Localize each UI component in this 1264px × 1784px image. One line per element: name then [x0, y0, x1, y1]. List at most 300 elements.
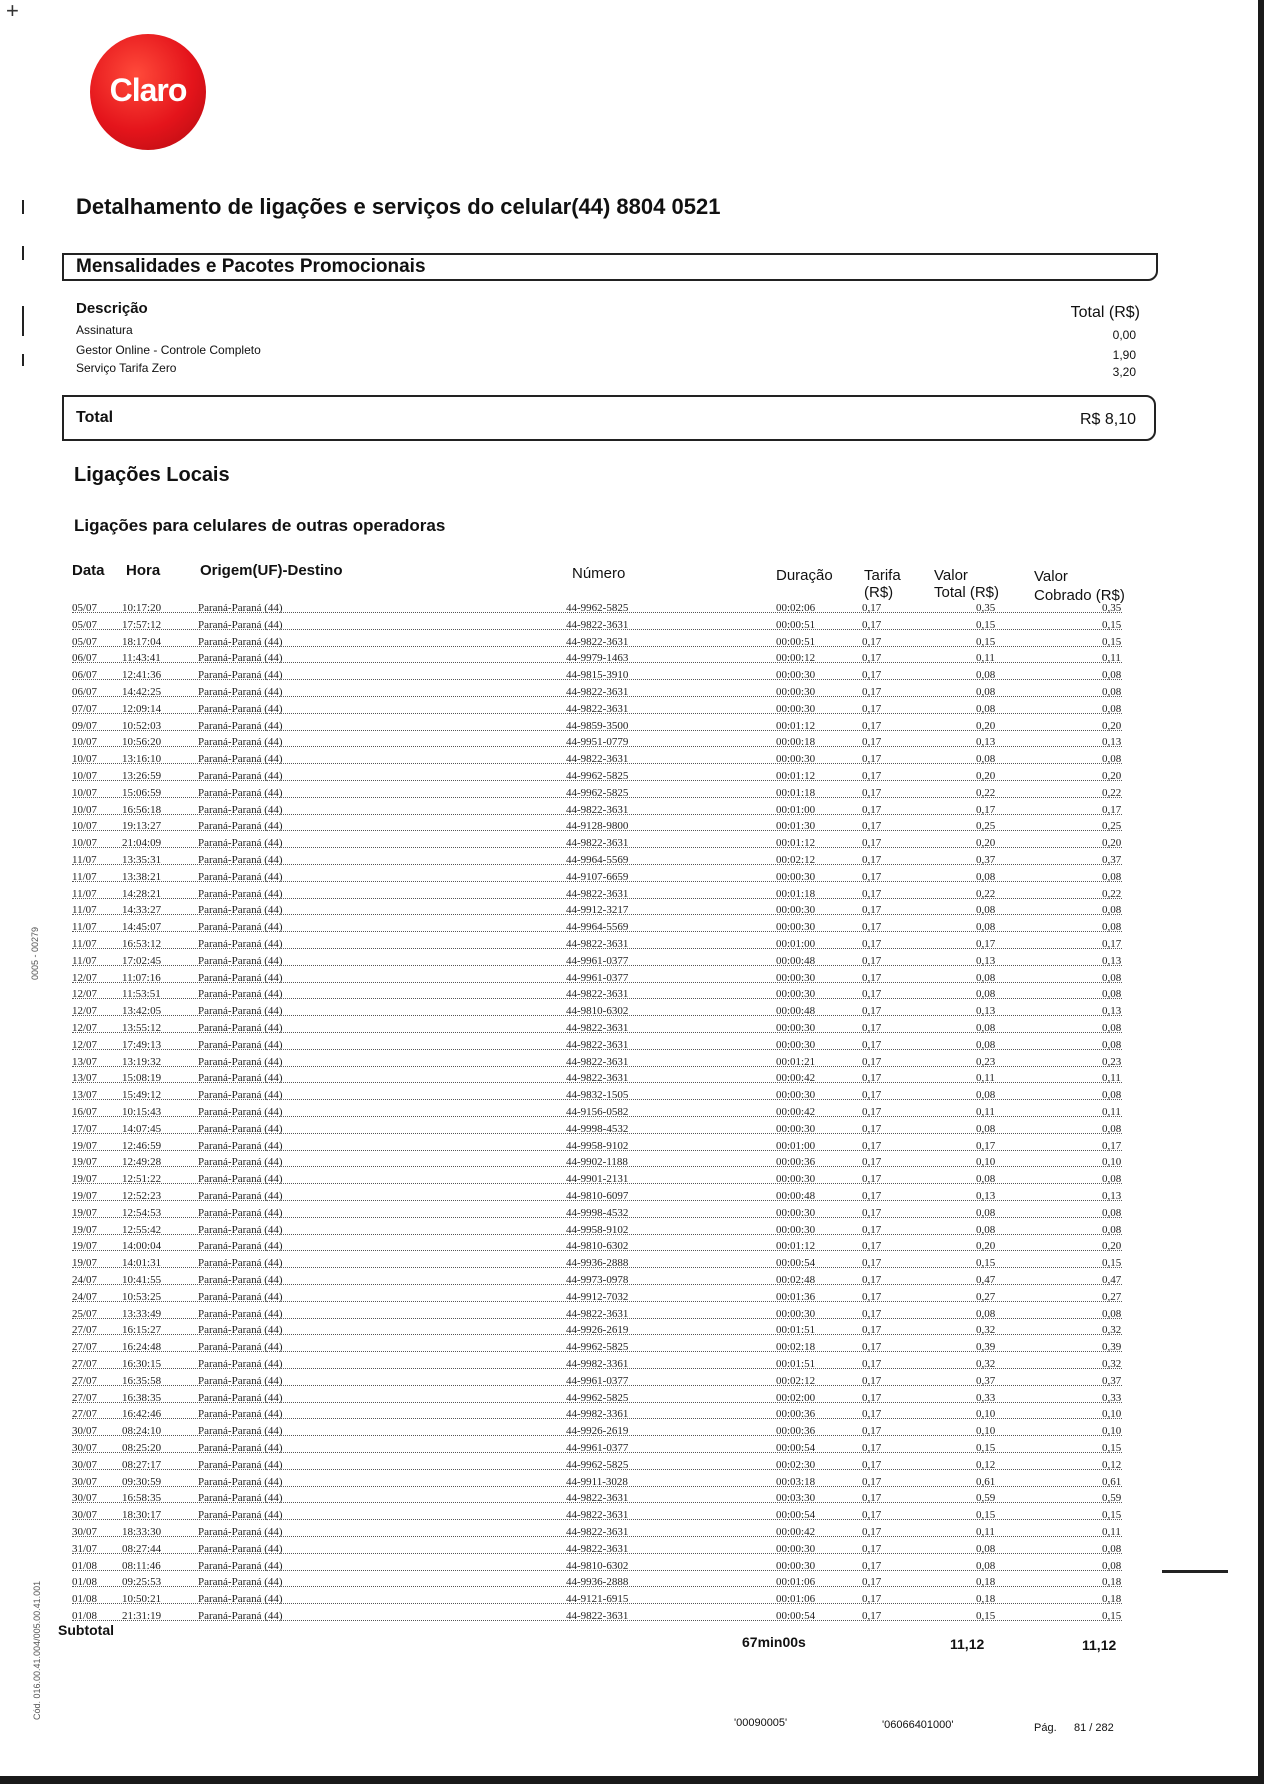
call-tariff: 0,17 [862, 1475, 882, 1488]
call-number: 44-9156-0582 [566, 1106, 629, 1118]
call-origin: Paraná-Paraná (44) [198, 1257, 283, 1270]
call-valor-total: 0,08 [976, 988, 996, 1001]
call-duration: 00:00:48 [776, 954, 816, 967]
call-number: 44-9973-0978 [566, 1274, 629, 1286]
call-valor-cobrado: 0,17 [1102, 1139, 1122, 1152]
call-origin: Paraná-Paraná (44) [198, 1324, 283, 1337]
call-number: 44-9822-3631 [566, 753, 629, 766]
call-time: 13:26:59 [122, 770, 162, 782]
table-row [0, 886, 1264, 903]
call-valor-total: 0,59 [976, 1492, 996, 1505]
call-time: 21:31:19 [122, 1610, 162, 1622]
call-duration: 00:00:30 [776, 1559, 816, 1572]
call-tariff: 0,17 [862, 618, 882, 631]
call-origin: Paraná-Paraná (44) [198, 652, 283, 665]
call-date: 11/07 [72, 921, 97, 934]
call-tariff: 0,17 [862, 635, 882, 648]
call-date: 30/07 [72, 1475, 98, 1488]
table-row [0, 650, 1264, 667]
call-valor-total: 0,32 [976, 1358, 996, 1370]
subtotal-duration: 67min00s [742, 1634, 806, 1650]
call-time: 13:19:32 [122, 1055, 162, 1068]
mensalidade-item-desc: Assinatura [76, 323, 133, 337]
call-valor-cobrado: 0,08 [1102, 1122, 1122, 1135]
call-origin: Paraná-Paraná (44) [198, 1122, 283, 1135]
call-duration: 00:00:30 [776, 921, 816, 934]
table-row [0, 1406, 1264, 1423]
call-duration: 00:01:00 [776, 938, 816, 950]
call-time: 12:54:53 [122, 1206, 162, 1219]
call-valor-cobrado: 0,08 [1102, 1307, 1122, 1320]
call-valor-cobrado: 0,22 [1102, 887, 1122, 900]
call-origin: Paraná-Paraná (44) [198, 938, 283, 950]
call-tariff: 0,17 [862, 1526, 882, 1538]
call-valor-cobrado: 0,08 [1102, 971, 1122, 984]
call-tariff: 0,17 [862, 1089, 882, 1102]
call-tariff: 0,17 [862, 1139, 882, 1152]
table-row [0, 1574, 1264, 1591]
table-row [0, 1373, 1264, 1390]
call-date: 30/07 [72, 1425, 98, 1438]
call-valor-cobrado: 0,37 [1102, 1374, 1122, 1387]
call-valor-total: 0,08 [976, 870, 996, 883]
call-number: 44-9822-3631 [566, 887, 629, 900]
table-row [0, 835, 1264, 852]
call-valor-total: 0,11 [976, 1072, 995, 1085]
call-time: 13:35:31 [122, 854, 162, 866]
call-number: 44-9962-5825 [566, 1458, 629, 1471]
call-date: 27/07 [72, 1391, 98, 1404]
call-time: 08:27:17 [122, 1458, 162, 1471]
call-time: 14:45:07 [122, 921, 162, 934]
call-tariff: 0,17 [862, 786, 882, 799]
call-date: 06/07 [72, 669, 98, 682]
call-time: 17:49:13 [122, 1038, 162, 1051]
call-date: 01/08 [72, 1593, 98, 1606]
call-valor-total: 0,08 [976, 1122, 996, 1135]
call-number: 44-9902-1188 [566, 1156, 628, 1169]
call-valor-cobrado: 0,08 [1102, 1089, 1122, 1102]
call-tariff: 0,17 [862, 1223, 882, 1236]
call-number: 44-9958-9102 [566, 1223, 629, 1236]
call-valor-cobrado: 0,18 [1102, 1593, 1122, 1606]
call-number: 44-9998-4532 [566, 1206, 629, 1219]
table-row [0, 1356, 1264, 1373]
table-row [0, 1037, 1264, 1054]
call-duration: 00:00:30 [776, 1038, 816, 1051]
call-date: 17/07 [72, 1122, 98, 1135]
call-valor-cobrado: 0,11 [1102, 1526, 1121, 1538]
call-date: 10/07 [72, 837, 98, 850]
call-date: 01/08 [72, 1576, 98, 1589]
call-origin: Paraná-Paraná (44) [198, 870, 283, 883]
call-time: 10:53:25 [122, 1290, 162, 1303]
table-row [0, 1222, 1264, 1239]
call-date: 10/07 [72, 820, 98, 833]
call-time: 18:17:04 [122, 635, 162, 648]
call-date: 24/07 [72, 1290, 98, 1303]
call-origin: Paraná-Paraná (44) [198, 1173, 283, 1186]
call-date: 10/07 [72, 786, 98, 799]
call-time: 13:33:49 [122, 1307, 162, 1320]
call-duration: 00:00:42 [776, 1106, 816, 1118]
call-number: 44-9832-1505 [566, 1089, 629, 1102]
call-date: 06/07 [72, 652, 98, 665]
call-date: 10/07 [72, 736, 98, 749]
col-header-hora: Hora [126, 562, 161, 579]
call-time: 15:08:19 [122, 1072, 162, 1085]
call-duration: 00:00:54 [776, 1442, 816, 1454]
call-valor-cobrado: 0,08 [1102, 686, 1122, 698]
call-origin: Paraná-Paraná (44) [198, 753, 283, 766]
call-valor-total: 0,08 [976, 1559, 996, 1572]
call-date: 30/07 [72, 1526, 98, 1538]
table-row [0, 1524, 1264, 1541]
call-date: 11/07 [72, 954, 97, 967]
table-row [0, 1457, 1264, 1474]
call-tariff: 0,17 [862, 1156, 882, 1169]
call-number: 44-9982-3361 [566, 1358, 629, 1370]
call-tariff: 0,17 [862, 669, 882, 682]
call-duration: 00:02:06 [776, 602, 816, 614]
call-valor-total: 0,17 [976, 803, 996, 816]
call-duration: 00:03:18 [776, 1475, 816, 1488]
call-date: 11/07 [72, 938, 97, 950]
table-row [0, 1558, 1264, 1575]
call-date: 12/07 [72, 1038, 98, 1051]
call-date: 30/07 [72, 1442, 98, 1454]
call-duration: 00:01:12 [776, 837, 816, 850]
call-origin: Paraná-Paraná (44) [198, 904, 283, 917]
call-valor-total: 0,15 [976, 1509, 996, 1522]
call-time: 16:15:27 [122, 1324, 162, 1337]
call-valor-total: 0,08 [976, 1022, 996, 1034]
table-row [0, 936, 1264, 953]
call-tariff: 0,17 [862, 1022, 882, 1034]
call-time: 16:58:35 [122, 1492, 162, 1505]
call-number: 44-9962-5825 [566, 770, 629, 782]
total-label: Total [76, 409, 114, 426]
crop-mark: + [6, 0, 19, 23]
call-valor-cobrado: 0,18 [1102, 1576, 1122, 1589]
call-origin: Paraná-Paraná (44) [198, 1223, 283, 1236]
col-header-duracao: Duração [776, 567, 833, 584]
call-valor-cobrado: 0,61 [1102, 1475, 1122, 1488]
call-time: 14:01:31 [122, 1257, 162, 1270]
call-tariff: 0,17 [862, 1106, 882, 1118]
call-origin: Paraná-Paraná (44) [198, 1055, 283, 1068]
table-row [0, 1171, 1264, 1188]
call-number: 44-9936-2888 [566, 1576, 629, 1589]
call-duration: 00:01:06 [776, 1593, 816, 1606]
call-origin: Paraná-Paraná (44) [198, 1106, 283, 1118]
call-tariff: 0,17 [862, 1122, 882, 1135]
call-number: 44-9961-0377 [566, 971, 629, 984]
call-tariff: 0,17 [862, 837, 882, 850]
call-duration: 00:01:36 [776, 1290, 816, 1303]
call-valor-total: 0,08 [976, 1206, 996, 1219]
call-duration: 00:01:51 [776, 1324, 816, 1337]
call-origin: Paraná-Paraná (44) [198, 1156, 283, 1169]
call-valor-cobrado: 0,08 [1102, 753, 1122, 766]
call-date: 12/07 [72, 1022, 98, 1034]
call-tariff: 0,17 [862, 1408, 882, 1421]
call-valor-cobrado: 0,47 [1102, 1274, 1122, 1286]
call-number: 44-9936-2888 [566, 1257, 629, 1270]
call-valor-cobrado: 0,32 [1102, 1358, 1122, 1370]
call-origin: Paraná-Paraná (44) [198, 1391, 283, 1404]
call-number: 44-9822-3631 [566, 1542, 629, 1555]
call-valor-cobrado: 0,27 [1102, 1290, 1122, 1303]
call-origin: Paraná-Paraná (44) [198, 1022, 283, 1034]
subsection-title: Ligações para celulares de outras operadoras [74, 516, 446, 535]
call-tariff: 0,17 [862, 1358, 882, 1370]
call-duration: 00:00:54 [776, 1610, 816, 1622]
call-date: 12/07 [72, 988, 98, 1001]
call-tariff: 0,17 [862, 719, 882, 732]
footer-code-1: '00090005' [734, 1717, 788, 1729]
table-row [0, 1390, 1264, 1407]
call-duration: 00:00:30 [776, 1307, 816, 1320]
call-origin: Paraná-Paraná (44) [198, 1526, 283, 1538]
call-tariff: 0,17 [862, 1610, 882, 1622]
call-valor-cobrado: 0,25 [1102, 820, 1122, 833]
call-origin: Paraná-Paraná (44) [198, 1559, 283, 1572]
call-time: 08:11:46 [122, 1559, 161, 1572]
call-time: 16:38:35 [122, 1391, 162, 1404]
call-duration: 00:01:06 [776, 1576, 816, 1589]
call-duration: 00:00:12 [776, 652, 816, 665]
call-date: 31/07 [72, 1542, 98, 1555]
call-valor-total: 0,15 [976, 1257, 996, 1270]
call-number: 44-9979-1463 [566, 652, 629, 665]
table-row [0, 852, 1264, 869]
call-date: 05/07 [72, 602, 98, 614]
call-valor-total: 0,08 [976, 702, 996, 715]
call-origin: Paraná-Paraná (44) [198, 1610, 283, 1622]
call-valor-total: 0,20 [976, 1240, 996, 1253]
call-number: 44-9961-0377 [566, 1442, 629, 1454]
call-duration: 00:02:18 [776, 1341, 816, 1354]
call-time: 12:55:42 [122, 1223, 162, 1236]
call-time: 12:46:59 [122, 1139, 162, 1152]
call-number: 44-9128-9800 [566, 820, 629, 833]
call-valor-cobrado: 0,20 [1102, 770, 1122, 782]
call-valor-total: 0,15 [976, 1442, 996, 1454]
table-row [0, 1138, 1264, 1155]
call-origin: Paraná-Paraná (44) [198, 971, 283, 984]
call-time: 13:16:10 [122, 753, 162, 766]
call-number: 44-9951-0779 [566, 736, 629, 749]
table-row [0, 1490, 1264, 1507]
table-row [0, 734, 1264, 751]
call-duration: 00:00:36 [776, 1156, 816, 1169]
call-duration: 00:02:00 [776, 1391, 816, 1404]
call-tariff: 0,17 [862, 1593, 882, 1606]
table-row [0, 970, 1264, 987]
call-tariff: 0,17 [862, 820, 882, 833]
call-tariff: 0,17 [862, 1559, 882, 1572]
call-valor-cobrado: 0,10 [1102, 1156, 1122, 1169]
mensalidade-item-value: 0,00 [1112, 328, 1136, 342]
call-origin: Paraná-Paraná (44) [198, 1442, 283, 1454]
call-duration: 00:01:12 [776, 1240, 816, 1253]
table-row [0, 1591, 1264, 1608]
call-time: 12:09:14 [122, 702, 162, 715]
call-valor-total: 0,08 [976, 921, 996, 934]
call-number: 44-9822-3631 [566, 1055, 629, 1068]
call-valor-cobrado: 0,08 [1102, 1206, 1122, 1219]
call-origin: Paraná-Paraná (44) [198, 887, 283, 900]
call-number: 44-9926-2619 [566, 1324, 629, 1337]
call-time: 10:52:03 [122, 719, 162, 732]
call-valor-total: 0,25 [976, 820, 996, 833]
call-number: 44-9810-6097 [566, 1190, 629, 1202]
call-origin: Paraná-Paraná (44) [198, 1458, 283, 1471]
call-date: 30/07 [72, 1492, 98, 1505]
table-row [0, 902, 1264, 919]
call-origin: Paraná-Paraná (44) [198, 1341, 283, 1354]
col-header-valor-total-2: Total (R$) [934, 584, 1000, 601]
mensalidades-header-box [62, 253, 1158, 281]
call-time: 14:33:27 [122, 904, 162, 917]
call-number: 44-9911-3028 [566, 1475, 628, 1488]
call-valor-total: 0,61 [976, 1475, 996, 1488]
call-origin: Paraná-Paraná (44) [198, 954, 283, 967]
call-valor-cobrado: 0,10 [1102, 1408, 1122, 1421]
table-row [0, 1306, 1264, 1323]
call-duration: 00:01:12 [776, 719, 816, 732]
call-valor-cobrado: 0,15 [1102, 1257, 1122, 1270]
call-valor-cobrado: 0,33 [1102, 1391, 1122, 1404]
call-number: 44-9822-3631 [566, 988, 629, 1001]
call-origin: Paraná-Paraná (44) [198, 921, 283, 934]
table-row [0, 1054, 1264, 1071]
call-tariff: 0,17 [862, 1542, 882, 1555]
call-valor-total: 0,22 [976, 887, 996, 900]
call-duration: 00:01:12 [776, 770, 816, 782]
table-row [0, 1121, 1264, 1138]
call-valor-cobrado: 0,35 [1102, 602, 1122, 614]
call-valor-total: 0,27 [976, 1290, 996, 1303]
call-origin: Paraná-Paraná (44) [198, 719, 283, 732]
call-tariff: 0,17 [862, 954, 882, 967]
call-number: 44-9926-2619 [566, 1425, 629, 1438]
call-date: 27/07 [72, 1408, 98, 1421]
call-tariff: 0,17 [862, 1190, 882, 1202]
call-number: 44-9822-3631 [566, 686, 629, 698]
scan-edge-bottom [0, 1776, 1264, 1784]
call-origin: Paraná-Paraná (44) [198, 786, 283, 799]
call-valor-cobrado: 0,11 [1102, 1106, 1121, 1118]
call-time: 14:07:45 [122, 1122, 162, 1135]
call-number: 44-9822-3631 [566, 938, 629, 950]
call-duration: 00:01:00 [776, 803, 816, 816]
call-tariff: 0,17 [862, 1055, 882, 1068]
call-number: 44-9822-3631 [566, 635, 629, 648]
call-date: 05/07 [72, 618, 98, 631]
call-origin: Paraná-Paraná (44) [198, 736, 283, 749]
table-row [0, 1003, 1264, 1020]
call-date: 19/07 [72, 1257, 98, 1270]
call-tariff: 0,17 [862, 1576, 882, 1589]
call-time: 10:50:21 [122, 1593, 162, 1606]
call-date: 13/07 [72, 1055, 98, 1068]
call-time: 10:56:20 [122, 736, 162, 749]
call-tariff: 0,17 [862, 702, 882, 715]
table-row [0, 1608, 1264, 1625]
call-number: 44-9912-7032 [566, 1290, 629, 1303]
call-valor-total: 0,08 [976, 1173, 996, 1186]
call-valor-total: 0,47 [976, 1274, 996, 1286]
call-valor-cobrado: 0,15 [1102, 1610, 1122, 1622]
call-valor-cobrado: 0,20 [1102, 719, 1122, 732]
table-row [0, 1339, 1264, 1356]
call-number: 44-9961-0377 [566, 954, 629, 967]
call-tariff: 0,17 [862, 1038, 882, 1051]
table-row [0, 818, 1264, 835]
col-header-tarifa-unit: (R$) [864, 584, 894, 601]
table-row [0, 1474, 1264, 1491]
call-valor-total: 0,17 [976, 938, 996, 950]
call-time: 12:52:23 [122, 1190, 162, 1202]
call-number: 44-9815-3910 [566, 669, 629, 682]
call-date: 30/07 [72, 1458, 98, 1471]
side-tick [22, 246, 24, 260]
call-valor-cobrado: 0,11 [1102, 652, 1121, 665]
call-duration: 00:01:51 [776, 1358, 816, 1370]
call-tariff: 0,17 [862, 1458, 882, 1471]
call-origin: Paraná-Paraná (44) [198, 618, 283, 631]
call-valor-total: 0,11 [976, 1106, 995, 1118]
call-valor-total: 0,22 [976, 786, 996, 799]
table-row [0, 953, 1264, 970]
table-row [0, 718, 1264, 735]
call-valor-total: 0,08 [976, 971, 996, 984]
call-tariff: 0,17 [862, 803, 882, 816]
col-header-numero: Número [572, 565, 626, 582]
call-duration: 00:02:48 [776, 1274, 816, 1286]
table-row [0, 1272, 1264, 1289]
call-duration: 00:00:51 [776, 635, 816, 648]
call-valor-cobrado: 0,10 [1102, 1425, 1122, 1438]
table-row [0, 869, 1264, 886]
call-origin: Paraná-Paraná (44) [198, 988, 283, 1001]
margin-id-text: 0005 - 00279 [30, 926, 40, 980]
call-time: 17:02:45 [122, 954, 162, 967]
call-valor-total: 0,20 [976, 719, 996, 732]
total-value: R$ 8,10 [1079, 411, 1136, 428]
call-duration: 00:00:30 [776, 971, 816, 984]
call-origin: Paraná-Paraná (44) [198, 1072, 283, 1085]
call-valor-cobrado: 0,08 [1102, 1173, 1122, 1186]
mensalidades-title: Mensalidades e Pacotes Promocionais [76, 256, 426, 277]
col-header-valor-cobrado-2: Cobrado (R$) [1034, 587, 1125, 604]
call-tariff: 0,17 [862, 1324, 882, 1337]
call-time: 15:06:59 [122, 786, 162, 799]
call-duration: 00:00:30 [776, 1223, 816, 1236]
call-number: 44-9962-5825 [566, 786, 629, 799]
call-time: 11:53:51 [122, 988, 161, 1001]
call-origin: Paraná-Paraná (44) [198, 1509, 283, 1522]
margin-cod-text: Cód. 016.00.41.004/005.00.41.001 [32, 1580, 42, 1720]
call-number: 44-9962-5825 [566, 602, 629, 614]
call-tariff: 0,17 [862, 854, 882, 866]
call-duration: 00:00:54 [776, 1509, 816, 1522]
call-time: 10:17:20 [122, 602, 162, 614]
call-valor-total: 0,12 [976, 1458, 996, 1471]
table-row [0, 1289, 1264, 1306]
